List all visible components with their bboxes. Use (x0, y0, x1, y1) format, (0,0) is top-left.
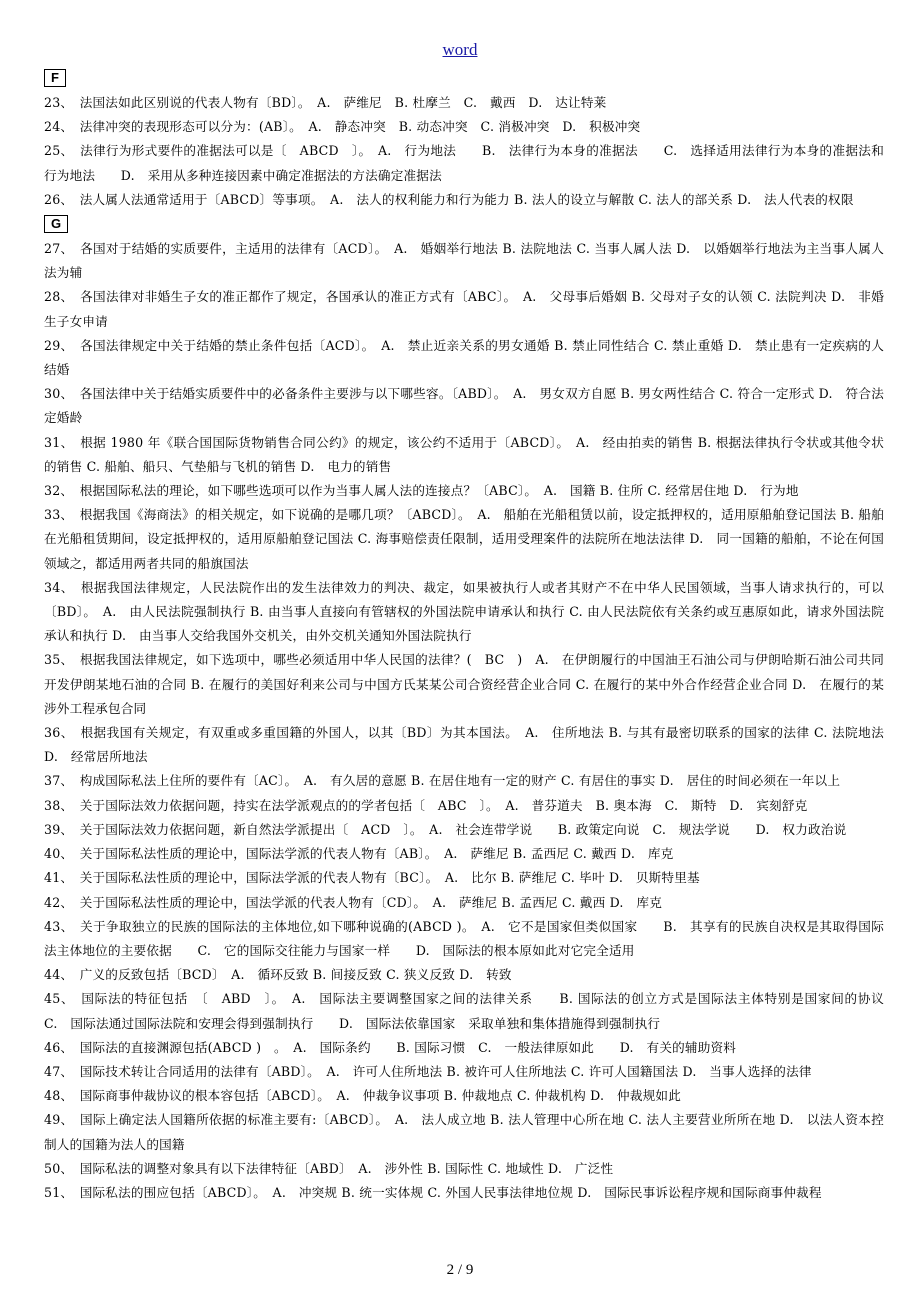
question-item: 24、 法律冲突的表现形态可以分为：(AB〕。 A. 静态冲突 B. 动态冲突 C. 消极冲突 D. 积极冲突 (44, 119, 641, 135)
question-item: 49、 国际上确定法人国籍所依据的标准主要有:〔ABCD〕。 A. 法人成立地 B. 法人管理中心所在地 C. 法人主要营业所所在地 D. 以法人资本控制人的国籍为法人的国籍 (44, 1112, 884, 1152)
question-item: 28、 各国法律对非婚生子女的准正都作了规定，各国承认的准正方式有〔ABC〕。 A. 父母事后婚姻 B. 父母对子女的认领 C. 法院判决 D. 非婚生子女申请 (44, 289, 884, 329)
question-item: 23、 法国法如此区别说的代表人物有〔BD〕。 A. 萨维尼 B. 杜摩兰 C. 戴西 D. 达让特莱 (44, 95, 607, 110)
question-item: 33、 根据我国《海商法》的相关规定，如下说确的是哪几项？〔ABCD〕。 A. 船舶在光船租赁以前，设定抵押权的，适用原船舶登记国法 B. 船舶在光船租赁期间，设定抵押权的，适用原船舶登记国法 C. 海事赔偿责任限制，适用受理案件的法院所在地法法律 D. 同一国籍的船舶，不论在何国领域之，都适用两者共同的船旗国法 (44, 507, 884, 571)
question-item: 27、 各国对于结婚的实质要件，主适用的法律有〔ACD〕。 A. 婚姻举行地法 B. 法院地法 C. 当事人属人法 D. 以婚姻举行地法为主当事人属人法为辅 (44, 241, 884, 281)
question-item: 41、 关于国际私法性质的理论中，国际法学派的代表人物有〔BC〕。 A. 比尔 B. 萨维尼 C. 毕叶 D. 贝斯特里基 (44, 870, 700, 886)
section-f (44, 66, 884, 212)
question-item: 34、 根据我国法律规定，人民法院作出的发生法律效力的判决、裁定，如果被执行人或者其财产不在中华人民国领域，当事人请求执行的，可以〔BD〕。 A. 由人民法院强制执行 B. 由当事人直接向有管辖权的外国法院申请承认和执行 C. 由人民法院依有关条约或互惠原如此，请求外国法院承认和执行 D. 由当事人交给我国外交机关，由外交机关通知外国法院执行 (44, 579, 884, 644)
question-item: 46、 国际法的直接渊源包括(ABCD ) 。 A. 国际条约 B. 国际习惯 C. 一般法律原如此 D. 有关的辅助资料 (44, 1039, 737, 1055)
question-item: 42、 关于国际私法性质的理论中，国法学派的代表人物有〔CD〕。 A. 萨维尼 B. 孟西尼 C. 戴西 D. 库克 (44, 894, 663, 910)
question-item: 45、 国际法的特征包括 〔 ABD 〕。 A. 国际法主要调整国家之间的法律关系 B. 国际法的创立方式是国际法主体特别是国家间的协议 C. 国际法通过国际法院和安理会得到强制执行 D. 国际法依靠国家 采取单独和集体措施得到强制执行 (44, 991, 910, 1031)
section-letter: F (44, 69, 66, 87)
section-g (44, 212, 910, 1205)
question-item: 50、 国际私法的调整对象具有以下法律特征〔ABD〕 A. 涉外性 B. 国际性 C. 地域性 D. 广泛性 (44, 1160, 614, 1176)
question-item: 37、 构成国际私法上住所的要件有〔AC〕。 A. 有久居的意愿 B. 在居住地有一定的财产 C. 有居住的事实 D. 居住的时间必须在一年以上 (44, 773, 841, 789)
question-item: 48、 国际商事仲裁协议的根本容包括〔ABCD〕。 A. 仲裁争议事项 B. 仲裁地点 C. 仲裁机构 D. 仲裁规如此 (44, 1088, 681, 1104)
question-item: 29、 各国法律规定中关于结婚的禁止条件包括〔ACD〕。 A. 禁止近亲关系的男女通婚 B. 禁止同性结合 C. 禁止重婚 D. 禁止患有一定疾病的人结婚 (44, 337, 884, 378)
question-item: 36、 根据我国有关规定，有双重或多重国籍的外国人，以其〔BD〕为其本国法。 A. 住所地法 B. 与其有最密切联系的国家的法律 C. 法院地法 D. 经常居所地法 (44, 725, 884, 765)
question-item: 51、 国际私法的围应包括〔ABCD〕。 A. 冲突规 B. 统一实体规 C. 外国人民事法律地位规 D. 国际民事诉讼程序规和国际商事仲裁程 (44, 1184, 822, 1200)
question-item: 40、 关于国际私法性质的理论中，国际法学派的代表人物有〔AB〕。 A. 萨维尼 B. 孟西尼 C. 戴西 D. 库克 (44, 846, 674, 862)
page-header: word (442, 40, 478, 59)
question-item: 30、 各国法律中关于结婚实质要件中的必备条件主要涉与以下哪些容。〔ABD〕。 A. 男女双方自愿 B. 男女两性结合 C. 符合一定形式 D. 符合法定婚龄 (44, 386, 884, 426)
question-item: 26、 法人属人法通常适用于〔ABCD〕等事项。 A. 法人的权利能力和行为能力 B. 法人的设立与解散 C. 法人的部关系 D. 法人代表的权限 (44, 191, 854, 207)
question-item: 38、 关于国际法效力依据问题，持实在法学派观点的的学者包括〔 ABC 〕。 A. 普芬道夫 B. 奥本海 C. 斯特 D. 宾刻舒克 (44, 797, 808, 813)
question-item: 47、 国际技术转让合同适用的法律有〔ABD〕。 A. 许可人住所地法 B. 被许可人住所地法 C. 许可人国籍国法 D. 当事人选择的法律 (44, 1063, 812, 1079)
page-number: 2 / 9 (446, 1262, 474, 1278)
question-item: 43、 关于争取独立的民族的国际法的主体地位,如下哪种说确的(ABCD )。 A. 它不是国家但类似国家 B. 其享有的民族自决权是其取得国际法主体地位的主要依据 C. 它的国际交往能力与国家一样 D. 国际法的根本原如此对它完全适用 (44, 918, 884, 958)
question-item: 35、 根据我国法律规定，如下选项中，哪些必须适用中华人民国的法律？( BC ) A. 在伊朗履行的中国油王石油公司与伊朗哈斯石油公司共同开发伊朗某地石油的合同 B. 在履行的美国好利来公司与中国方氏某某公司合资经营企业合同 C. 在履行的某中外合作经营企业合同 D. 在履行的某涉外工程承包合同 (44, 652, 884, 716)
question-item: 25、 法律行为形式要件的准据法可以是〔 ABCD 〕。 A. 行为地法 B. 法律行为本身的准据法 C. 选择适用法律行为本身的准据法和行为地法 D. 采用从多种连接因素中确定准据法的方法确定准据法 (44, 143, 884, 183)
document-body (44, 66, 910, 1205)
question-item: 31、 根据 1980 年《联合国国际货物销售合同公约》的规定，该公约不适用于〔ABCD〕。 A. 经由拍卖的销售 B. 根据法律执行令状或其他令状的销售 C. 船舶、船只、气垫船与飞机的销售 D. 电力的销售 (44, 434, 884, 474)
section-letter: G (44, 215, 68, 233)
question-item: 39、 关于国际法效力依据问题，新自然法学派提出〔 ACD 〕。 A. 社会连带学说 B. 政策定向说 C. 规法学说 D. 权力政治说 (44, 821, 847, 837)
question-item: 44、 广义的反致包括〔BCD〕 A. 循环反致 B. 间接反致 C. 狭义反致 D. 转致 (44, 967, 512, 983)
question-item: 32、 根据国际私法的理论，如下哪些选项可以作为当事人属人法的连接点？〔ABC〕。 A. 国籍 B. 住所 C. 经常居住地 D. 行为地 (44, 483, 799, 499)
